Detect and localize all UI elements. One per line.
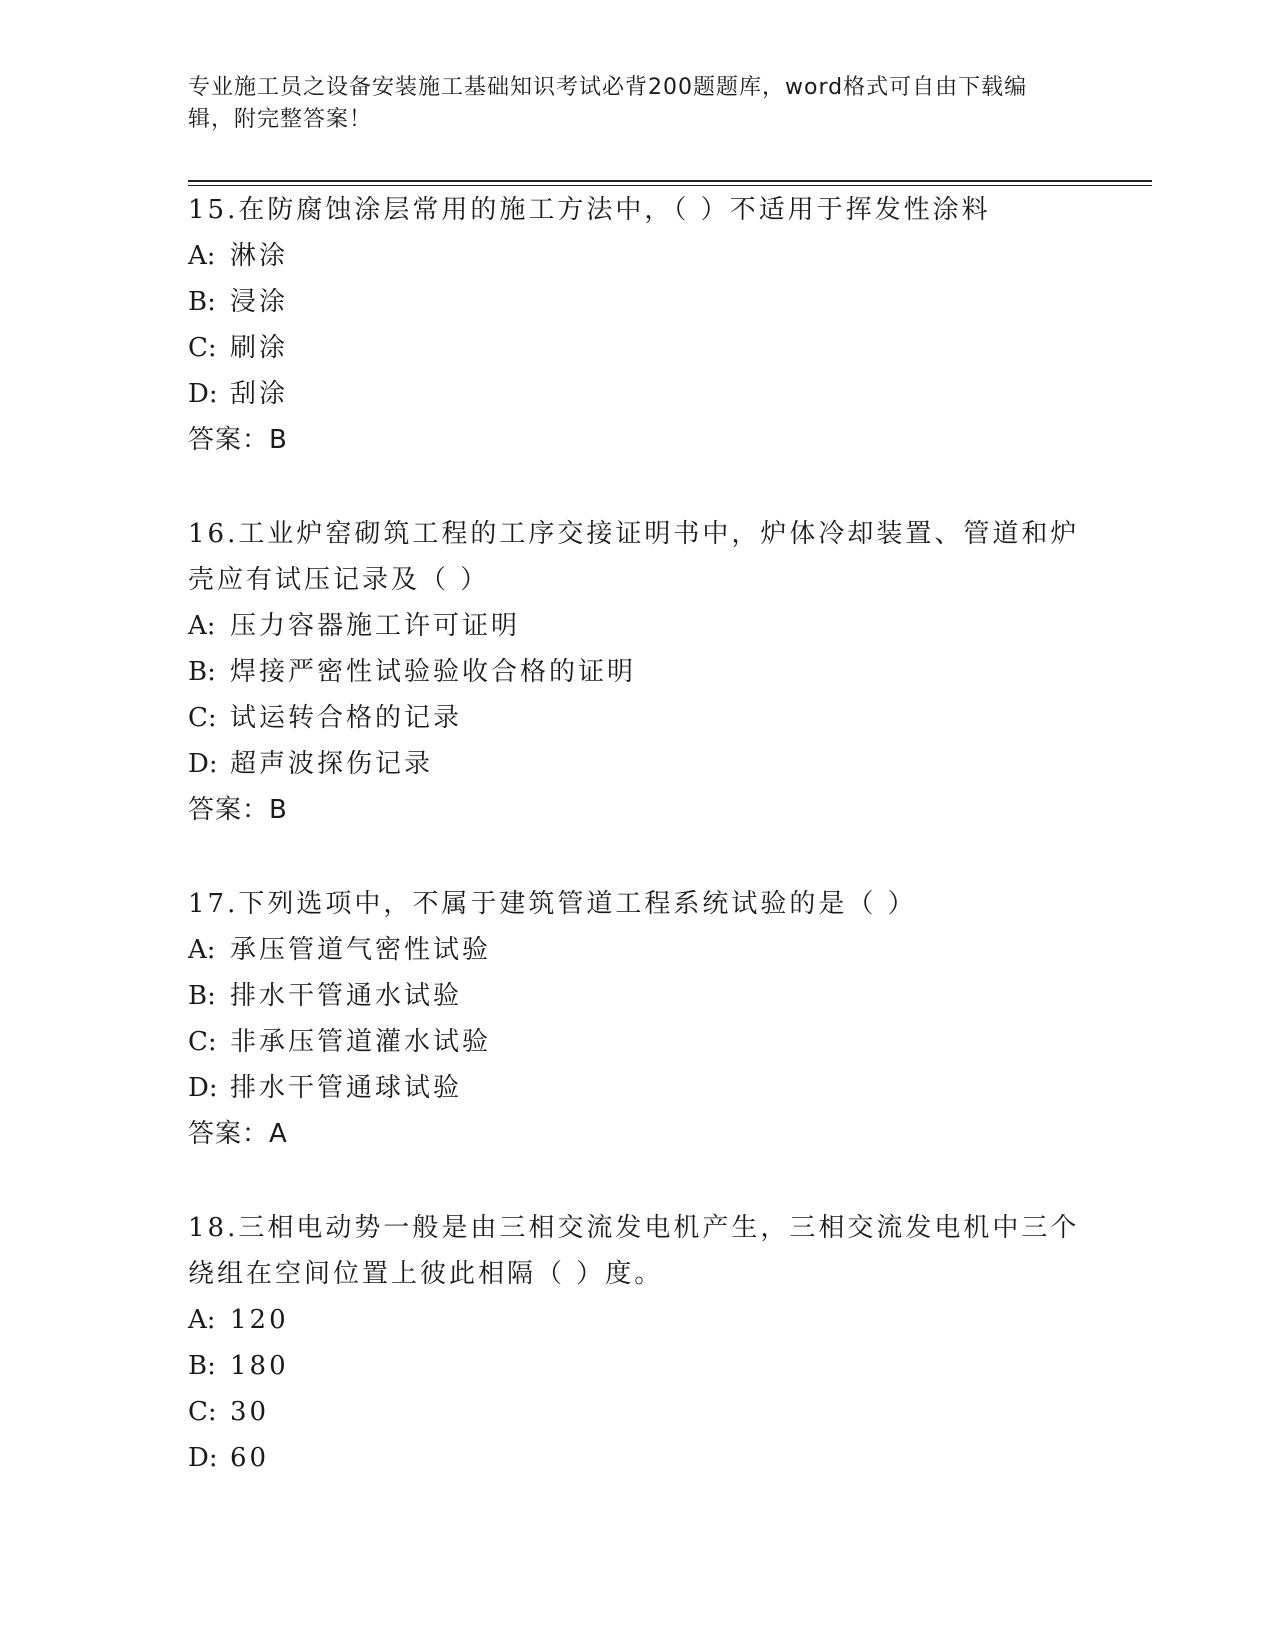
option-label: D: (188, 379, 218, 409)
option-text: 60 (230, 1443, 270, 1473)
option-text: 非承压管道灌水试验 (230, 1027, 492, 1057)
question-17 (188, 881, 1088, 1157)
question-stem: 16.工业炉窑砌筑工程的工序交接证明书中，炉体冷却装置、管道和炉壳应有试压记录及（ ） (188, 519, 1080, 595)
option-d (188, 1065, 1088, 1111)
option-label: A: (188, 611, 216, 641)
option-label: A: (188, 1305, 216, 1335)
option-text: 排水干管通水试验 (230, 981, 463, 1011)
option-c (188, 695, 1088, 741)
header-rule-thick (188, 180, 1152, 182)
option-b (188, 279, 1088, 325)
question-stem: 15.在防腐蚀涂层常用的施工方法中，（ ）不适用于挥发性涂料 (188, 195, 991, 225)
option-label: A: (188, 935, 216, 965)
option-text: 压力容器施工许可证明 (230, 611, 521, 641)
option-d (188, 1435, 1088, 1481)
option-a (188, 1297, 1088, 1343)
option-c (188, 1389, 1088, 1435)
option-text: 30 (230, 1397, 270, 1427)
question-16 (188, 511, 1088, 833)
answer-line: 答案：B (188, 425, 288, 455)
option-text: 承压管道气密性试验 (230, 935, 492, 965)
option-a (188, 603, 1088, 649)
header-rule-thin (188, 185, 1152, 186)
option-label: B: (188, 657, 216, 687)
question-15 (188, 187, 1088, 463)
option-text: 淋涂 (230, 241, 289, 271)
option-text: 刷涂 (230, 333, 289, 363)
option-d (188, 741, 1088, 787)
option-b (188, 973, 1088, 1019)
option-text: 试运转合格的记录 (230, 703, 463, 733)
answer-line: 答案：A (188, 1119, 288, 1149)
option-label: D: (188, 1443, 218, 1473)
option-text: 180 (230, 1351, 289, 1381)
option-text: 排水干管通球试验 (230, 1073, 463, 1103)
option-a (188, 233, 1088, 279)
option-label: C: (188, 703, 217, 733)
option-d (188, 371, 1088, 417)
question-stem: 17.下列选项中，不属于建筑管道工程系统试验的是（ ） (188, 889, 917, 919)
option-text: 超声波探伤记录 (230, 749, 434, 779)
option-c (188, 1019, 1088, 1065)
question-list (188, 187, 1088, 1529)
option-label: D: (188, 749, 218, 779)
option-label: B: (188, 981, 216, 1011)
document-header: 专业施工员之设备安装施工基础知识考试必背200题题库，word格式可自由下载编辑，附完整答案！ (188, 75, 1028, 132)
option-label: D: (188, 1073, 218, 1103)
option-label: C: (188, 1027, 217, 1057)
question-18 (188, 1205, 1088, 1481)
option-b (188, 649, 1088, 695)
option-label: B: (188, 287, 216, 317)
option-label: A: (188, 241, 216, 271)
answer-line: 答案：B (188, 795, 288, 825)
option-text: 刮涂 (230, 379, 289, 409)
option-label: C: (188, 333, 217, 363)
option-a (188, 927, 1088, 973)
question-stem: 18.三相电动势一般是由三相交流发电机产生，三相交流发电机中三个绕组在空间位置上彼此相隔（ ）度。 (188, 1213, 1080, 1289)
option-c (188, 325, 1088, 371)
option-label: C: (188, 1397, 217, 1427)
option-text: 120 (230, 1305, 289, 1335)
option-text: 浸涂 (230, 287, 289, 317)
option-text: 焊接严密性试验验收合格的证明 (230, 657, 637, 687)
option-label: B: (188, 1351, 216, 1381)
option-b (188, 1343, 1088, 1389)
